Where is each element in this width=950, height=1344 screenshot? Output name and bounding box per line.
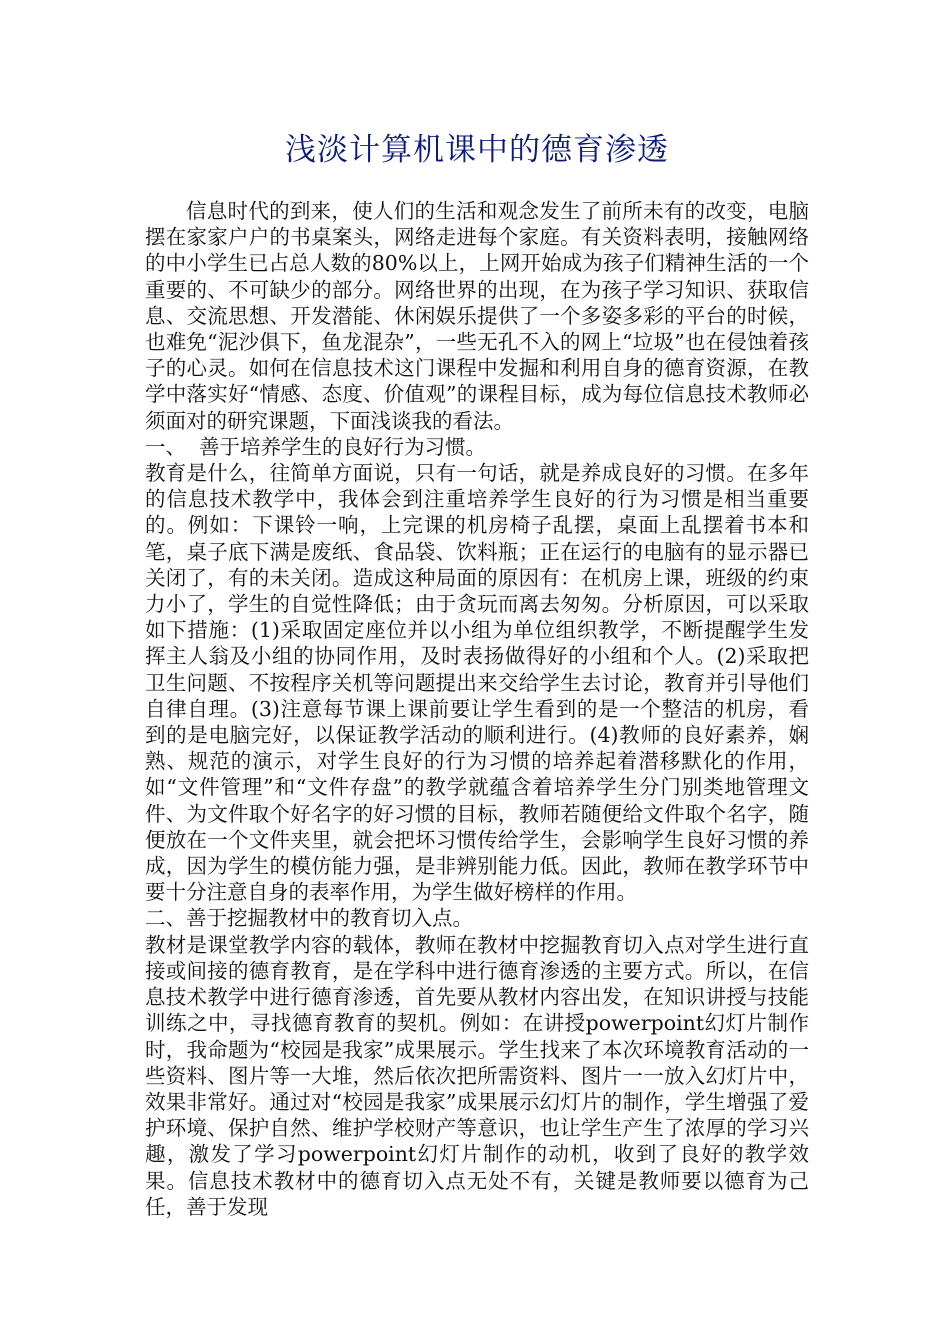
section-2-paragraph: 教材是课堂教学内容的载体，教师在教材中挖掘教育切入点对学生进行直接或间接的德育教育，是在学科中进行德育渗透的主要方式。所以，在信息技术教学中进行德育渗透，首先要从教材内容出发，在知识讲授与技能训练之中，寻找德育教育的契机。例如：在讲授powerpoint幻灯片制作时，我命题为“校园是我家”成果展示。学生找来了本次环境教育活动的一些资料、图片等一大堆，然后依次把所需资料、图片一一放入幻灯片中，效果非常好。通过对“校园是我家”成果展示幻灯片的制作，学生增强了爱护环境、保护自然、维护学校财产等意识，也让学生产生了浓厚的学习兴趣，激发了学习powerpoint幻灯片制作的动机，收到了良好的教学效果。信息技术教材中的德育切入点无处不有，关键是教师要以德育为己任，善于发现: [145, 932, 809, 1219]
section-1-paragraph: 教育是什么，往简单方面说，只有一句话，就是养成良好的习惯。在多年的信息技术教学中，我体会到注重培养学生良好的行为习惯是相当重要的。例如：下课铃一响，上完课的机房椅子乱摆，桌面上乱摆着书本和笔，桌子底下满是废纸、食品袋、饮料瓶；正在运行的电脑有的显示器已关闭了，有的未关闭。造成这种局面的原因有：在机房上课，班级的约束力小了，学生的自觉性降低；由于贪玩而离去匆匆。分析原因，可以采取如下措施：(1)采取固定座位并以小组为单位组织教学，不断提醒学生发挥主人翁及小组的协同作用，及时表扬做得好的小组和个人。(2)采取把卫生问题、不按程序关机等问题提出来交给学生去讨论，教育并引导他们自律自理。(3)注意每节课上课前要让学生看到的是一个整洁的机房，看到的是电脑完好，以保证教学活动的顺利进行。(4)教师的良好素养，娴熟、规范的演示，对学生良好的行为习惯的培养起着潜移默化的作用，如“文件管理”和“文件存盘”的教学就蕴含着培养学生分门别类地管理文件、为文件取个好名字的好习惯的目标，教师若随便给文件取个名字，随便放在一个文件夹里，就会把坏习惯传给学生，会影响学生良好习惯的养成，因为学生的模仿能力强，是非辨别能力低。因此，教师在教学环节中要十分注意自身的表率作用，为学生做好榜样的作用。: [145, 461, 809, 905]
section-heading-2: 二、善于挖掘教材中的教育切入点。: [145, 906, 473, 931]
document-page: [145, 128, 809, 1220]
document-title: 浅淡计算机课中的德育渗透: [285, 132, 669, 168]
document-body: [145, 198, 809, 1220]
section-heading-1: 一、 善于培养学生的良好行为习惯。: [145, 434, 487, 459]
intro-paragraph: 信息时代的到来，使人们的生活和观念发生了前所未有的改变，电脑摆在家家户户的书桌案头，网络走进每个家庭。有关资料表明，接触网络的中小学生已占总人数的80%以上，上网开始成为孩子们精神生活的一个重要的、不可缺少的部分。网络世界的出现，在为孩子学习知识、获取信息、交流思想、开发潜能、休闲娱乐提供了一个多姿多彩的平台的时候，也难免“泥沙俱下，鱼龙混杂”，一些无孔不入的网上“垃圾”也在侵蚀着孩子的心灵。如何在信息技术这门课程中发掘和利用自身的德育资源，在教学中落实好“情感、态度、价值观”的课程目标，成为每位信息技术教师必须面对的研究课题，下面浅谈我的看法。: [145, 199, 809, 433]
